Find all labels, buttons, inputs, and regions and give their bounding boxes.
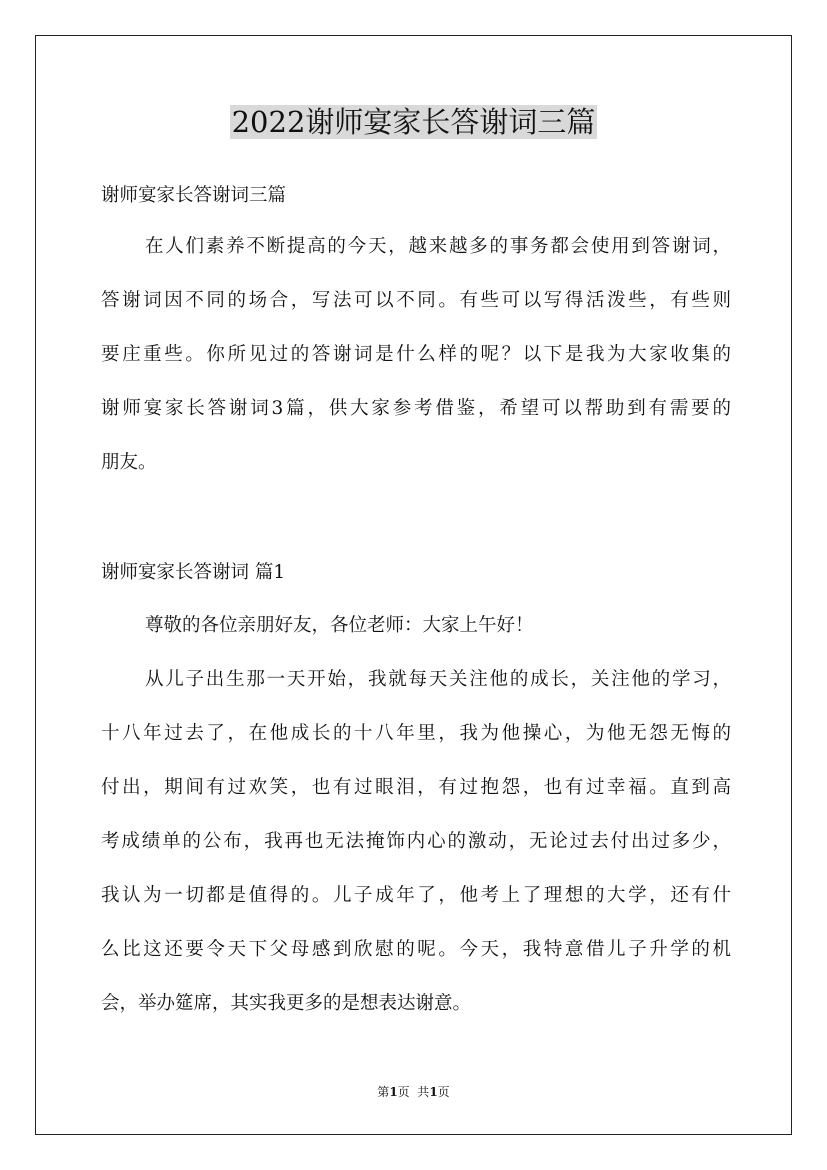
body-line-5: 我认为一切都是值得的。儿子成年了，他考上了理想的大学，还有什 bbox=[101, 885, 731, 906]
intro-line-1: 在人们素养不断提高的今天，越来越多的事务都会使用到答谢词， bbox=[145, 236, 731, 257]
body-line-3: 付出，期间有过欢笑，也有过眼泪，有过抱怨，也有过幸福。直到高 bbox=[101, 777, 731, 798]
intro-line-5: 朋友。 bbox=[101, 452, 157, 473]
intro-heading: 谢师宴家长答谢词三篇 bbox=[101, 185, 287, 206]
footer-page-prefix: 第 bbox=[377, 1085, 390, 1099]
intro-line-3: 要庄重些。你所见过的答谢词是什么样的呢？以下是我为大家收集的 bbox=[101, 344, 731, 365]
footer-page-total: 1 bbox=[429, 1085, 438, 1099]
footer-page-current: 1 bbox=[389, 1085, 398, 1099]
intro-line-2: 答谢词因不同的场合，写法可以不同。有些可以写得活泼些，有些则 bbox=[101, 290, 731, 311]
body-line-2: 十八年过去了，在他成长的十八年里，我为他操心，为他无怨无悔的 bbox=[101, 723, 731, 744]
document-title-text: 2022谢师宴家长答谢词三篇 bbox=[231, 105, 596, 139]
page-footer bbox=[0, 1083, 827, 1101]
greeting-line: 尊敬的各位亲朋好友，各位老师：大家上午好！ bbox=[145, 615, 534, 636]
section-heading: 谢师宴家长答谢词 篇1 bbox=[101, 562, 286, 583]
intro-line-4: 谢师宴家长答谢词3篇，供大家参考借鉴，希望可以帮助到有需要的 bbox=[101, 398, 731, 419]
body-line-4: 考成绩单的公布，我再也无法掩饰内心的激动，无论过去付出过多少， bbox=[101, 831, 731, 852]
body-line-1: 从儿子出生那一天开始，我就每天关注他的成长，关注他的学习， bbox=[145, 669, 731, 690]
body-line-7: 会，举办筵席，其实我更多的是想表达谢意。 bbox=[101, 993, 472, 1014]
footer-page-mid: 页 共 bbox=[397, 1085, 430, 1099]
body-line-6: 么比这还要令天下父母感到欣慰的呢。今天，我特意借儿子升学的机 bbox=[101, 939, 731, 960]
footer-page-suffix: 页 bbox=[437, 1085, 450, 1099]
document-title bbox=[0, 100, 827, 144]
